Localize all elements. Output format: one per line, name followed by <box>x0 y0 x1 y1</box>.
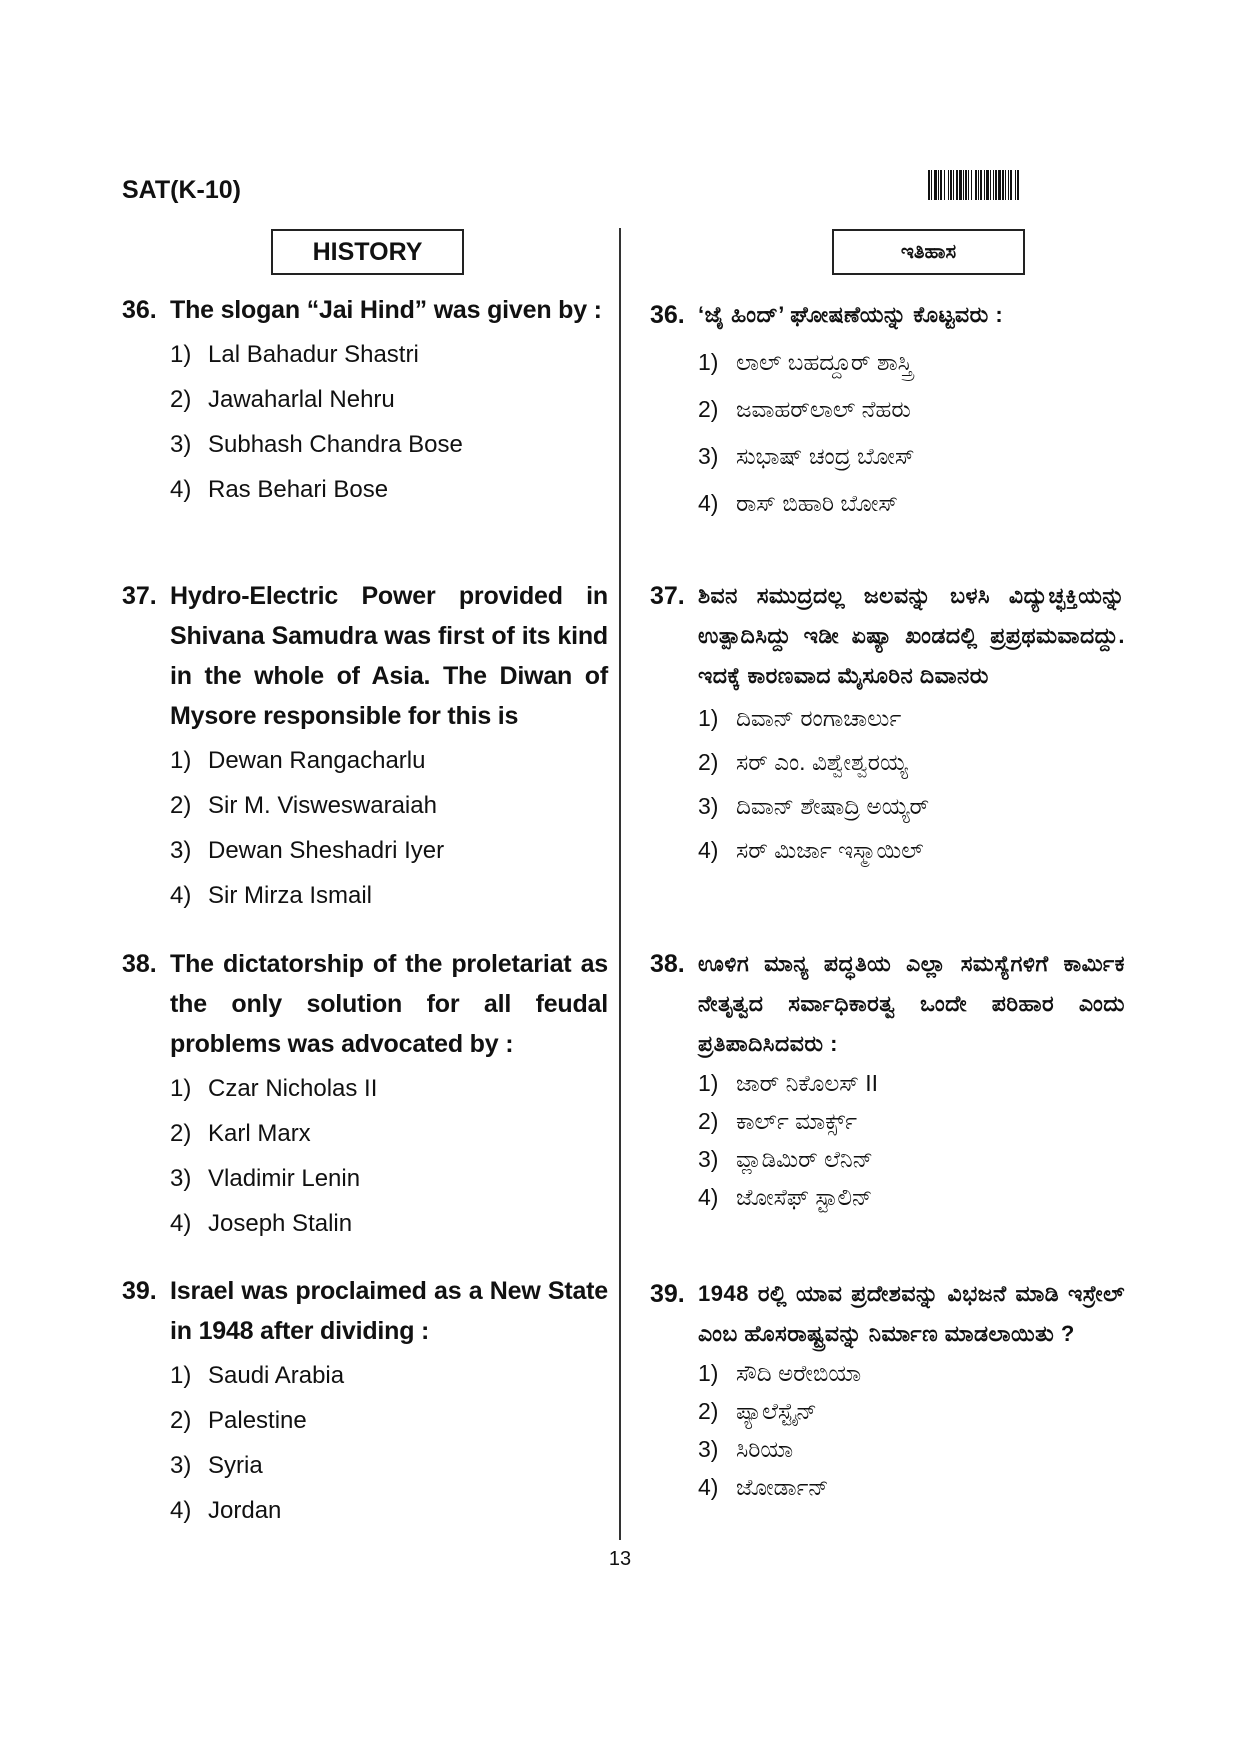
option-number: 2) <box>698 749 719 775</box>
question-text: The dictatorship of the proletariat as the only solution for all feudal problems was advocated by : <box>170 950 608 1058</box>
option-number: 4) <box>170 882 192 909</box>
option-3[interactable] <box>698 784 1125 828</box>
option-1[interactable] <box>698 1354 1125 1392</box>
page-number: 13 <box>608 1548 632 1570</box>
option-number: 2) <box>698 1108 719 1134</box>
option-text: Vladimir Lenin <box>208 1165 361 1192</box>
option-text: Dewan Sheshadri Iyer <box>208 837 445 864</box>
option-text: Saudi Arabia <box>208 1362 345 1389</box>
question-39-kn <box>650 1274 1125 1506</box>
option-number: 3) <box>698 793 719 819</box>
option-text: ಕಾರ್ಲ್ ಮಾರ್ಕ್ಸ್ <box>736 1108 858 1134</box>
option-number: 2) <box>170 1120 192 1147</box>
question-text: Israel was proclaimed as a New State in 1948 after dividing : <box>170 1277 608 1345</box>
option-number: 1) <box>698 705 719 731</box>
option-3[interactable] <box>698 433 1125 480</box>
option-text: ಸಿರಿಯಾ <box>736 1436 794 1462</box>
option-text: Jordan <box>208 1497 282 1524</box>
option-text: Lal Bahadur Shastri <box>208 341 419 368</box>
option-text: Karl Marx <box>208 1120 311 1147</box>
option-text: ಸರ್ ಎಂ. ವಿಶ್ವೇಶ್ವರಯ್ಯ <box>736 749 908 775</box>
option-2[interactable] <box>698 386 1125 433</box>
question-39-en <box>122 1271 608 1533</box>
option-text: Sir M. Visweswaraiah <box>208 792 437 819</box>
question-text: 1948 ರಲ್ಲಿ ಯಾವ ಪ್ರದೇಶವನ್ನು ವಿಭಜನೆ ಮಾಡಿ ಇಸ್ರೇಲ್ ಎಂಬ ಹೊಸರಾಷ್ಟ್ರವನ್ನು ನಿರ್ಮಾಣ ಮಾಡಲಾಯಿತು ? <box>698 1281 1125 1346</box>
option-number: 1) <box>698 1360 719 1386</box>
option-number: 4) <box>170 476 192 503</box>
option-4[interactable] <box>170 1201 608 1246</box>
option-number: 3) <box>698 1146 719 1172</box>
option-number: 1) <box>698 349 719 375</box>
option-number: 2) <box>698 396 719 422</box>
option-text: Subhash Chandra Bose <box>208 431 463 458</box>
question-number: 38. <box>122 950 157 978</box>
section-title-itihasa: ಇತಿಹಾಸ <box>832 229 1025 275</box>
barcode-bar <box>1019 170 1020 200</box>
question-text: ‘ಜೈ ಹಿಂದ್’ ಘೋಷಣೆಯನ್ನು ಕೊಟ್ಟವರು : <box>698 302 1004 327</box>
option-number: 4) <box>698 490 719 516</box>
option-number: 3) <box>170 431 192 458</box>
question-number: 39. <box>650 1280 685 1308</box>
option-1[interactable] <box>170 738 608 783</box>
option-text: Palestine <box>208 1407 307 1434</box>
option-number: 3) <box>170 1165 192 1192</box>
option-1[interactable] <box>170 1353 608 1398</box>
option-2[interactable] <box>170 377 608 422</box>
option-1[interactable] <box>698 696 1125 740</box>
option-3[interactable] <box>170 1156 608 1201</box>
option-text: Syria <box>208 1452 263 1479</box>
option-3[interactable] <box>170 422 608 467</box>
option-2[interactable] <box>170 1111 608 1156</box>
question-number: 37. <box>650 582 685 610</box>
option-4[interactable] <box>698 828 1125 872</box>
question-number: 36. <box>650 301 685 329</box>
question-text: The slogan “Jai Hind” was given by : <box>170 296 602 324</box>
option-number: 2) <box>170 792 192 819</box>
option-text: ಜೋಸೆಫ್ ಸ್ಟಾಲಿನ್ <box>736 1184 873 1210</box>
option-4[interactable] <box>170 1488 608 1533</box>
question-text: Hydro-Electric Power provided in Shivana Samudra was first of its kind in the whole of Asia. The Diwan of Mysore responsible for this is <box>170 582 608 730</box>
option-number: 4) <box>698 837 719 863</box>
option-text: Dewan Rangacharlu <box>208 747 426 774</box>
barcode <box>928 170 1120 200</box>
option-2[interactable] <box>170 783 608 828</box>
option-text: ಸೌದಿ ಅರೇಬಿಯಾ <box>736 1360 862 1386</box>
option-text: ವ್ಲಾಡಿಮಿರ್ ಲೆನಿನ್ <box>736 1146 873 1172</box>
option-text: Czar Nicholas II <box>208 1075 378 1102</box>
option-4[interactable] <box>170 467 608 512</box>
option-number: 4) <box>698 1474 719 1500</box>
option-number: 1) <box>170 341 192 368</box>
option-2[interactable] <box>698 1392 1125 1430</box>
option-text: ದಿವಾನ್ ರಂಗಾಚಾರ್ಲು <box>736 705 902 731</box>
option-4[interactable] <box>170 873 608 918</box>
option-3[interactable] <box>170 1443 608 1488</box>
option-text: ರಾಸ್ ಬಿಹಾರಿ ಬೋಸ್ <box>736 490 898 516</box>
question-37-en <box>122 576 608 918</box>
column-divider <box>619 228 621 1540</box>
option-2[interactable] <box>698 1102 1125 1140</box>
question-37-kn <box>650 576 1125 872</box>
question-number: 36. <box>122 296 157 324</box>
question-36-en <box>122 290 608 512</box>
option-number: 4) <box>170 1497 192 1524</box>
option-number: 1) <box>698 1070 719 1096</box>
option-2[interactable] <box>698 740 1125 784</box>
option-text: ಪ್ಯಾಲೆಸ್ಟೈನ್ <box>736 1398 817 1424</box>
option-number: 1) <box>170 1075 192 1102</box>
option-number: 4) <box>170 1210 192 1237</box>
option-1[interactable] <box>698 339 1125 386</box>
option-3[interactable] <box>170 828 608 873</box>
question-number: 39. <box>122 1277 157 1305</box>
option-1[interactable] <box>170 332 608 377</box>
option-number: 2) <box>170 1407 192 1434</box>
question-number: 37. <box>122 582 157 610</box>
option-text: ಸರ್ ಮಿರ್ಜಾ ಇಸ್ಮಾಯಿಲ್ <box>736 837 924 863</box>
option-text: ಲಾಲ್ ಬಹದ್ದೂರ್ ಶಾಸ್ತ್ರಿ <box>736 349 913 375</box>
question-36-kn <box>650 295 1125 527</box>
option-1[interactable] <box>698 1064 1125 1102</box>
option-text: ಜೋರ್ಡಾನ್ <box>736 1474 829 1500</box>
option-1[interactable] <box>170 1066 608 1111</box>
option-number: 3) <box>698 443 719 469</box>
option-text: ಸುಭಾಷ್ ಚಂದ್ರ ಬೋಸ್ <box>736 443 915 469</box>
question-38-kn <box>650 944 1125 1216</box>
question-number: 38. <box>650 950 685 978</box>
option-number: 3) <box>698 1436 719 1462</box>
option-text: Sir Mirza Ismail <box>208 882 373 909</box>
option-number: 1) <box>170 1362 192 1389</box>
option-number: 4) <box>698 1184 719 1210</box>
option-number: 1) <box>170 747 192 774</box>
option-text: Joseph Stalin <box>208 1210 353 1237</box>
option-3[interactable] <box>698 1140 1125 1178</box>
option-4[interactable] <box>698 1178 1125 1216</box>
option-2[interactable] <box>170 1398 608 1443</box>
option-number: 3) <box>170 837 192 864</box>
option-text: ಜವಾಹರ್‌ಲಾಲ್ ನೆಹರು <box>736 396 911 422</box>
section-title-history: HISTORY <box>271 229 464 275</box>
option-text: Ras Behari Bose <box>208 476 389 503</box>
option-text: Jawaharlal Nehru <box>208 386 395 413</box>
option-number: 3) <box>170 1452 192 1479</box>
option-4[interactable] <box>698 1468 1125 1506</box>
question-text: ಊಳಿಗ ಮಾನ್ಯ ಪದ್ಧತಿಯ ಎಲ್ಲಾ ಸಮಸ್ಯೆಗಳಿಗೆ ಕಾರ್ಮಿಕ ನೇತೃತ್ವದ ಸರ್ವಾಧಿಕಾರತ್ವ ಒಂದೇ ಪರಿಹಾರ ಎಂದು ಪ್ರತಿಪಾದಿಸಿದವರು : <box>698 951 1125 1056</box>
question-38-en <box>122 944 608 1246</box>
question-text: ಶಿವನ ಸಮುದ್ರದಲ್ಲ ಜಲವನ್ನು ಬಳಸಿ ವಿದ್ಯುಚ್ಛಕ್ತಿಯನ್ನು ಉತ್ಪಾದಿಸಿದ್ದು ಇಡೀ ಏಷ್ಯಾ ಖಂಡದಲ್ಲಿ ಪ್ರಪ್ರಥಮವಾದದ್ದು. ಇದಕ್ಕೆ ಕಾರಣವಾದ ಮೈಸೂರಿನ ದಿವಾನರು <box>698 583 1125 688</box>
option-text: ಜಾರ್ ನಿಕೊಲಸ್ II <box>736 1070 879 1096</box>
option-3[interactable] <box>698 1430 1125 1468</box>
option-number: 2) <box>170 386 192 413</box>
paper-code: SAT(K-10) <box>122 176 241 204</box>
option-text: ದಿವಾನ್ ಶೇಷಾದ್ರಿ ಅಯ್ಯರ್ <box>736 793 930 819</box>
option-4[interactable] <box>698 480 1125 527</box>
option-number: 2) <box>698 1398 719 1424</box>
